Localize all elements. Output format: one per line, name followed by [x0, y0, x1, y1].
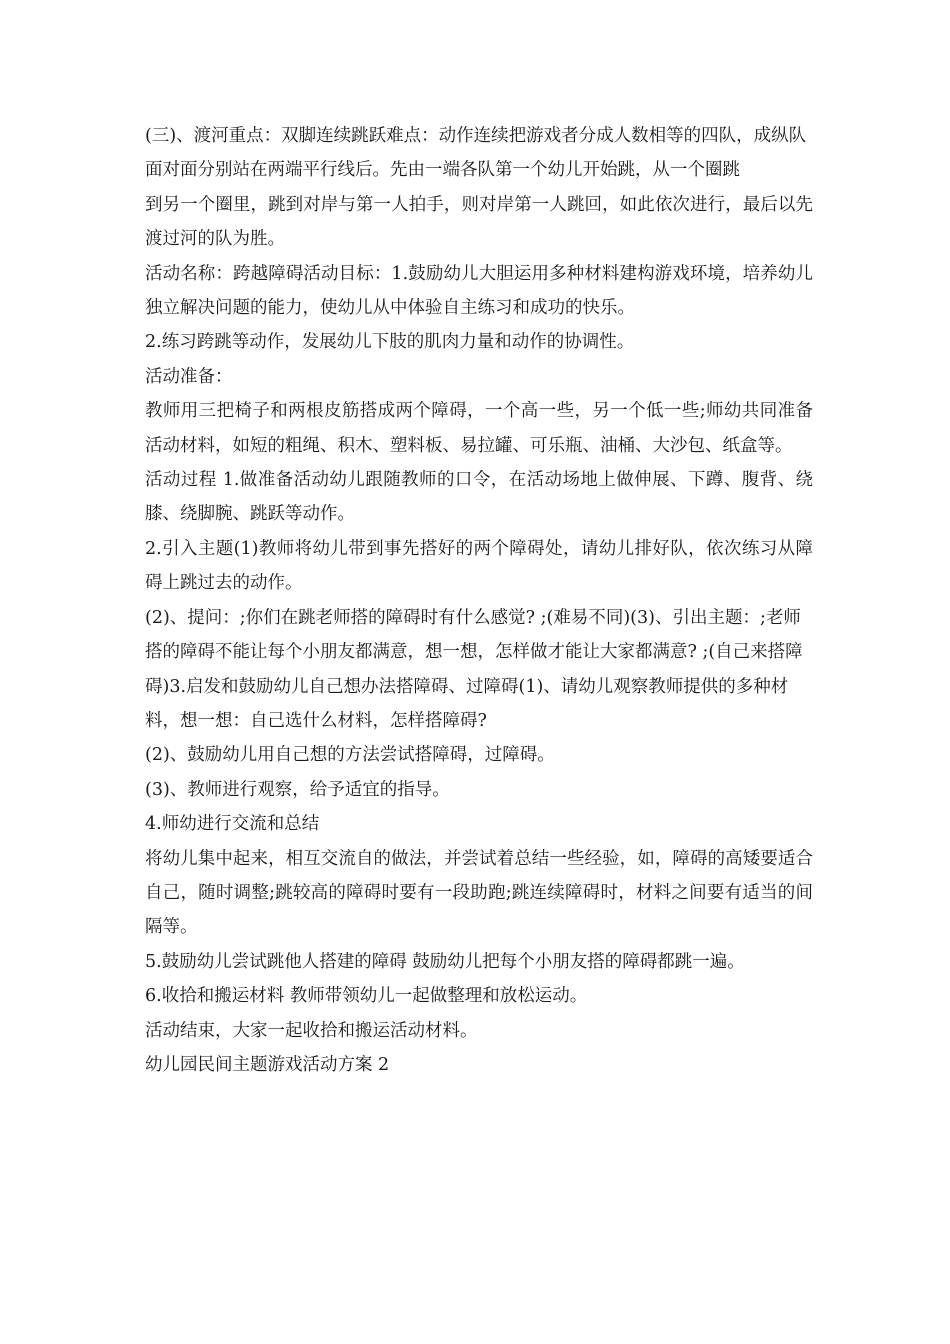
paragraph-process-6: 6.收拾和搬运材料 教师带领幼儿一起做整理和放松运动。: [145, 986, 588, 1007]
paragraph-process-3-3: (3)、教师进行观察，给予适宜的指导。: [145, 779, 450, 800]
paragraph-process-2: 2.引入主题(1)教师将幼儿带到事先搭好的两个障碍处，请幼儿排好队，依次练习从障碍上跳过去的动作。: [145, 538, 813, 594]
paragraph-activity-goal: 活动名称：跨越障碍活动目标：1.鼓励幼儿大胆运用多种材料建构游戏环境，培养幼儿 独立解决问题的能力，使幼儿从中体验自主练习和成功的快乐。: [145, 263, 813, 319]
paragraph-goal-2: 2.练习跨跳等动作，发展幼儿下肢的肌肉力量和动作的协调性。: [145, 332, 635, 353]
paragraph-process-3-2: (2)、鼓励幼儿用自己想的方法尝试搭障碍，过障碍。: [145, 745, 555, 766]
paragraph-preparation: 教师用三把椅子和两根皮筋搭成两个障碍，一个高一些，另一个低一些;师幼共同准备活动材料，如短的粗绳、积木、塑料板、易拉罐、可乐瓶、油桶、大沙包、纸盒等。: [145, 401, 813, 456]
paragraph-activity-end: 活动结束，大家一起收拾和搬运活动材料。: [145, 1020, 478, 1041]
section-title: 幼儿园民间主题游戏活动方案 2: [145, 1054, 390, 1075]
paragraph-process-5: 5.鼓励幼儿尝试跳他人搭建的障碍 鼓励幼儿把每个小朋友搭的障碍都跳一遍。: [145, 951, 745, 972]
paragraph-preparation-heading: 活动准备：: [145, 366, 233, 387]
paragraph-river-crossing-rules: 到另一个圈里，跳到对岸与第一人拍手，则对岸第一人跳回，如此依次进行，最后以先渡过河的队为胜。: [145, 194, 813, 250]
paragraph-river-crossing: (三)、渡河重点：双脚连续跳跃难点：动作连续把游戏者分成人数相等的四队，成纵队面对面分别站在两端平行线后。先由一端各队第一个幼儿开始跳，从一个圈跳: [145, 126, 807, 181]
paragraph-process-4: 4.师幼进行交流和总结: [145, 814, 320, 835]
paragraph-process-1: 活动过程 1.做准备活动幼儿跟随教师的口令，在活动场地上做伸展、下蹲、腹背、绕膝、绕脚腕、跳跃等动作。: [145, 470, 813, 525]
paragraph-process-3: (2)、提问：;你们在跳老师搭的障碍时有什么感觉? ;(难易不同)(3)、引出主题：;老师搭的障碍不能让每个小朋友都满意，想一想，怎样做才能让大家都满意? ;(自己来搭障碍)3.启发和鼓励幼儿自己想办法搭障碍、过障碍(1)、请幼儿观察教师提供的多种材料，想一想：自己选什么材料，怎样搭障碍?: [145, 607, 803, 731]
paragraph-summary: 将幼儿集中起来，相互交流自的做法，并尝试着总结一些经验，如，障碍的高矮要适合自己，随时调整;跳较高的障碍时要有一段助跑;跳连续障碍时，材料之间要有适当的间隔等。: [145, 848, 813, 938]
document-body: [145, 119, 813, 1082]
